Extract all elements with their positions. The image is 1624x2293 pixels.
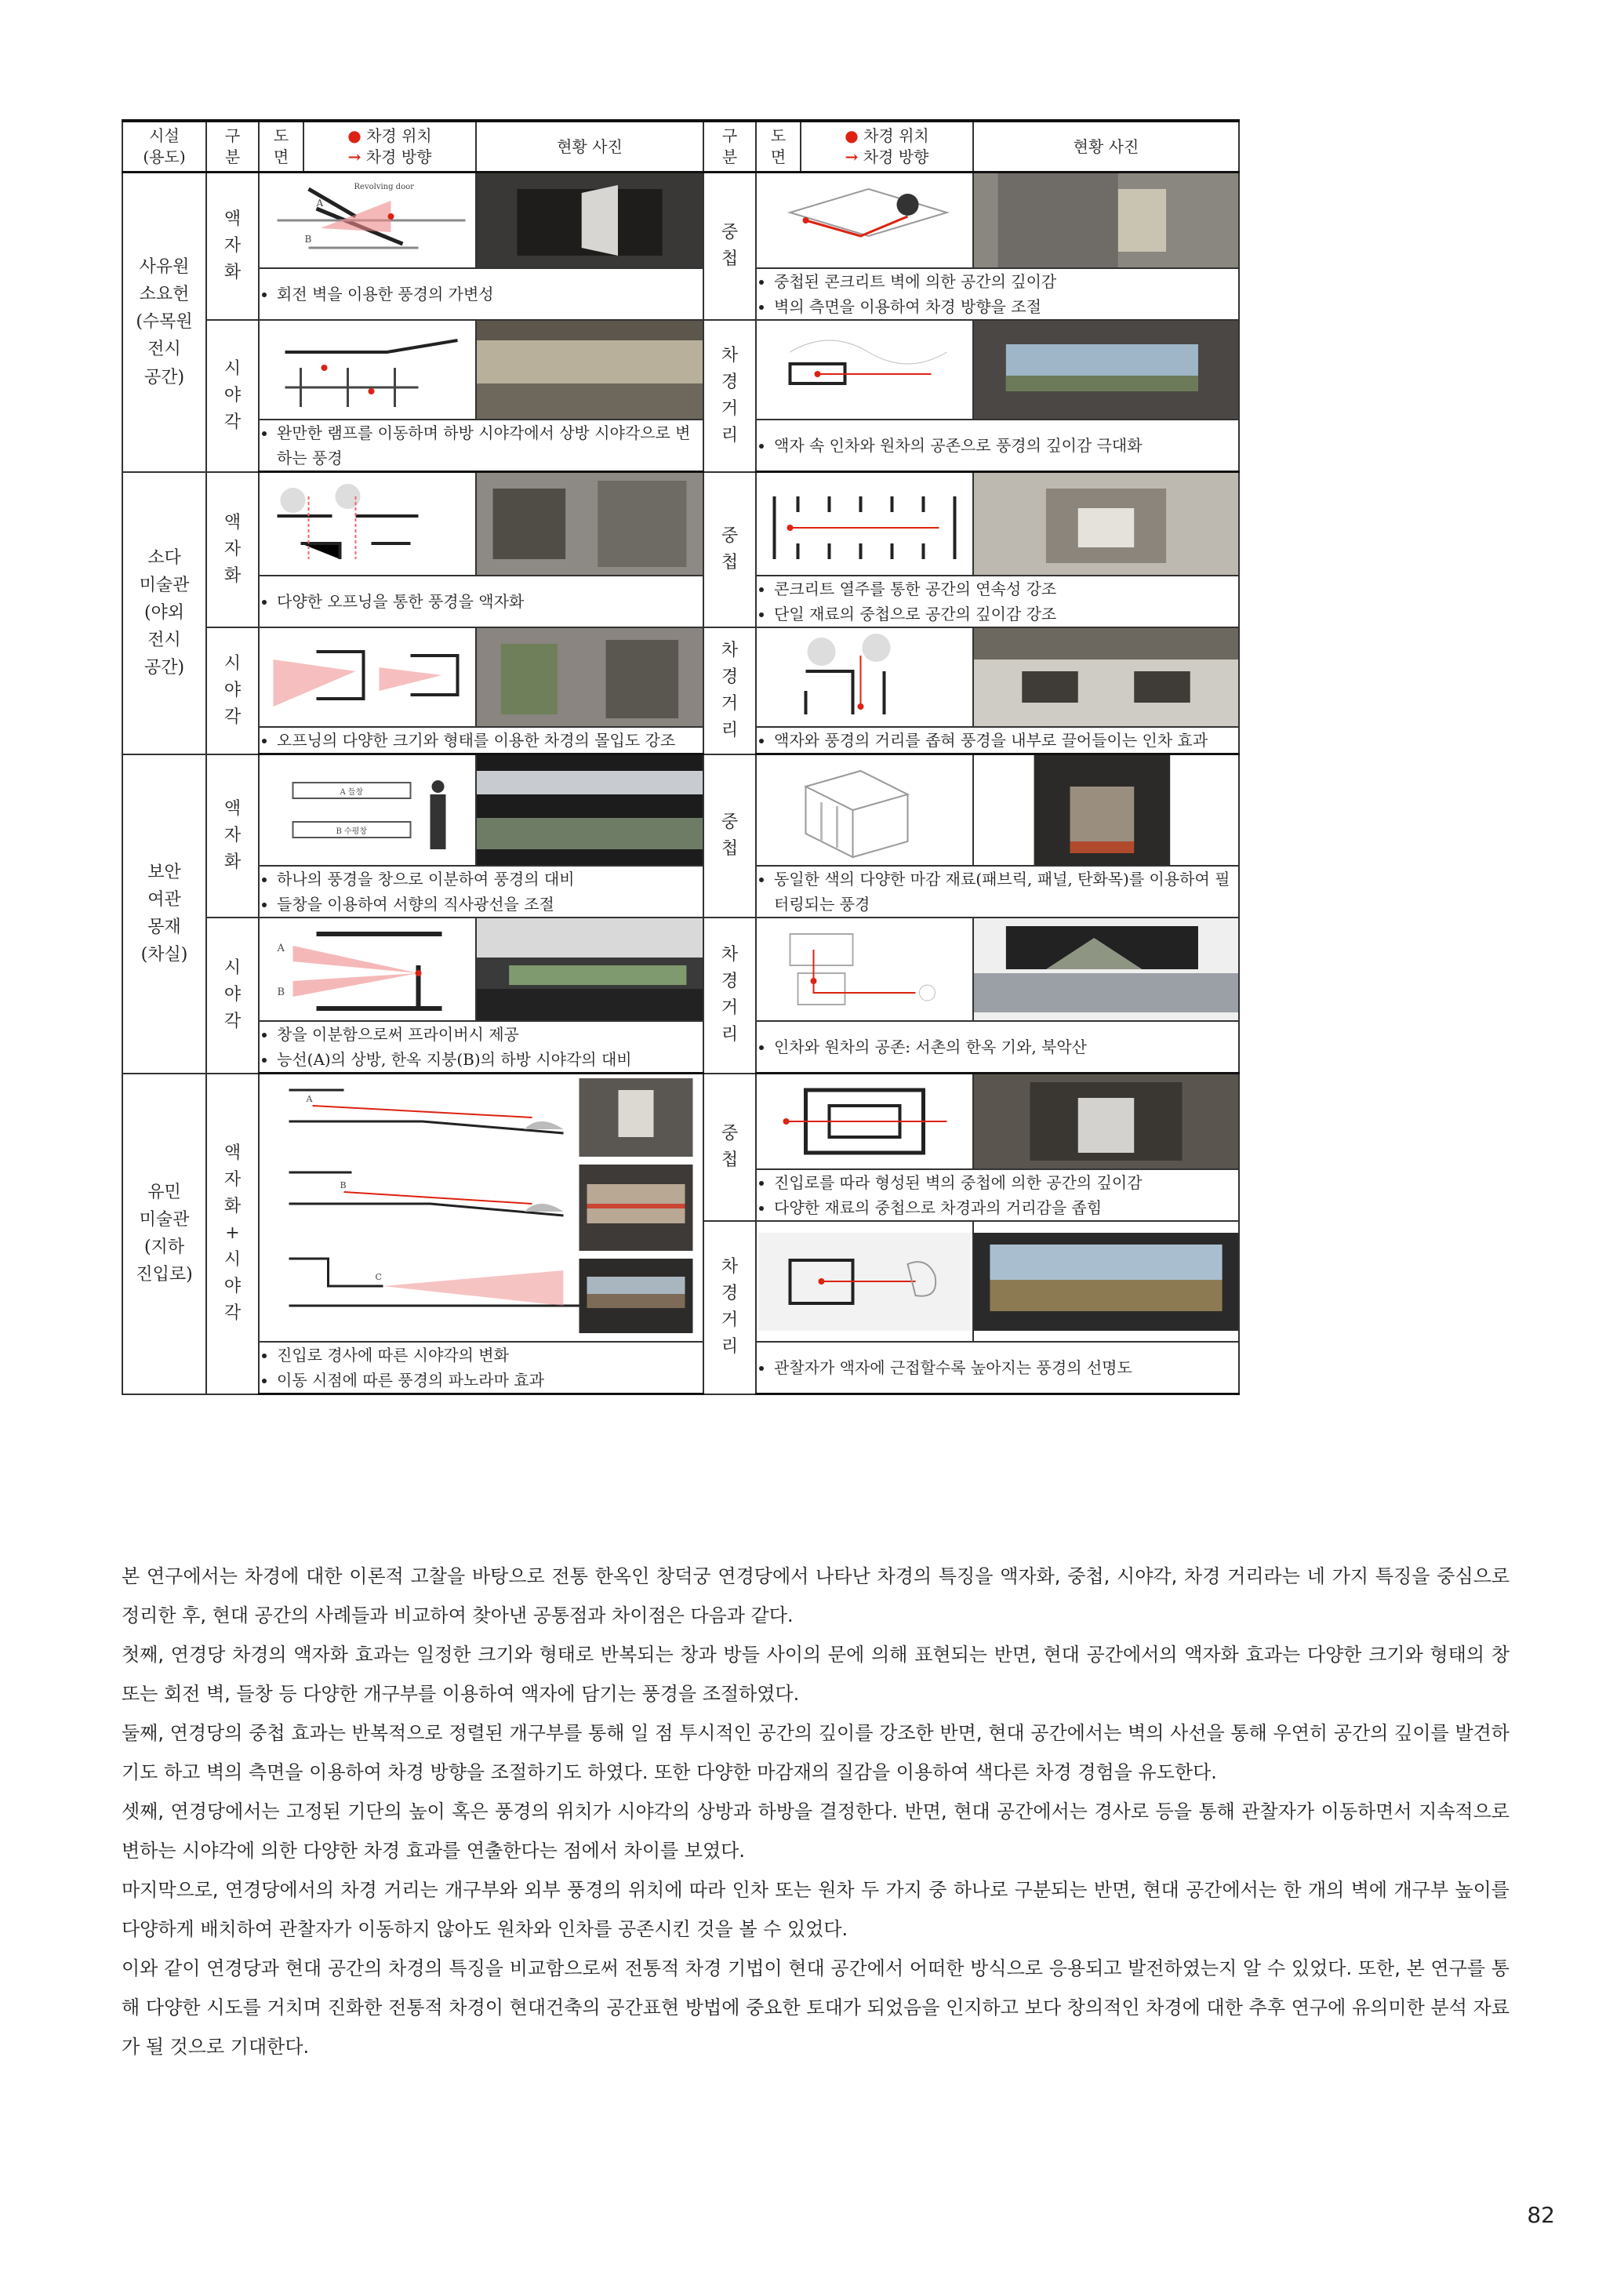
svg-text:A: A <box>277 943 285 954</box>
type-cell: 중 첩 <box>703 754 756 918</box>
type-cell: 중 첩 <box>703 472 756 628</box>
site-photo <box>974 1074 1238 1168</box>
desc-cell: • 액자 속 인차와 원차의 공존으로 풍경의 깊이감 극대화 <box>756 420 1239 472</box>
photo-cell <box>973 754 1239 867</box>
axon-diagram <box>757 755 972 865</box>
svg-text:B: B <box>277 987 285 998</box>
svg-text:B: B <box>340 1180 347 1190</box>
header-facility: 시설 (용도) <box>122 121 206 173</box>
diagram-cell <box>259 627 476 727</box>
section-sequence-diagram <box>260 1074 703 1341</box>
plan-diagram <box>757 1233 972 1331</box>
type-cell: 액 자 화 <box>206 173 259 321</box>
comparison-table <box>122 119 1240 1395</box>
diagram-cell <box>259 320 476 420</box>
type-cell: 액 자 화 + 시 야 각 <box>206 1074 259 1394</box>
diagram-cell <box>756 1221 973 1342</box>
site-photo <box>974 918 1238 1020</box>
header-domyeon: 도 면 <box>259 121 303 173</box>
photo-cell <box>476 918 703 1021</box>
paragraph: 셋째, 연경당에서는 고정된 기단의 높이 혹은 풍경의 위치가 시야각의 상방과 하방을 결정한다. 반면, 현대 공간에서는 경사로 등을 통해 관찰자가 이동하면서 지속적으로 변하는 시야각에 의한 다양한 차경 효과를 연출한다는 점에서 차이를 보였다. <box>122 1801 1510 1862</box>
site-photo <box>477 755 703 865</box>
table-row <box>122 576 1239 627</box>
desc-cell: • 인차와 원차의 공존: 서촌의 한옥 기와, 북악산 <box>756 1021 1239 1074</box>
type-cell: 액 자 화 <box>206 754 259 918</box>
photo-cell <box>476 173 703 269</box>
photo-cell <box>973 472 1239 576</box>
page-number: 82 <box>1527 2202 1555 2228</box>
red-dot-icon: ● <box>347 126 361 145</box>
svg-text:C: C <box>375 1272 382 1282</box>
site-photo <box>974 1233 1238 1331</box>
diagram-cell <box>756 754 973 867</box>
photo-cell <box>973 918 1239 1021</box>
plan-diagram <box>757 918 972 1020</box>
table-row <box>122 268 1239 320</box>
plan-diagram <box>757 1074 972 1168</box>
desc-cell: • 창을 이분함으로써 프라이버시 제공 • 능선(A)의 상방, 한옥 지붕(B)의 하방 시야각의 대비 <box>259 1021 703 1074</box>
table-row <box>122 727 1239 754</box>
header-gubun-2: 구 분 <box>703 121 756 173</box>
svg-text:A 들창: A 들창 <box>340 788 364 797</box>
photo-cell <box>973 173 1239 269</box>
diagram-cell <box>259 1074 703 1343</box>
svg-text:A: A <box>316 198 324 209</box>
desc-cell: • 회전 벽을 이용한 풍경의 가변성 <box>259 268 703 320</box>
table-row <box>122 1074 1239 1170</box>
plan-diagram <box>757 321 972 419</box>
diagram-cell <box>259 754 476 867</box>
red-dot-icon: ● <box>845 126 859 145</box>
photo-cell <box>973 1221 1239 1342</box>
table-row <box>122 173 1239 269</box>
desc-cell: • 완만한 램프를 이동하며 하방 시야각에서 상방 시야각으로 변하는 풍경 <box>259 420 703 472</box>
header-domyeon-2: 도 면 <box>756 121 801 173</box>
facility-cell: 소다 미술관 (야외 전시 공간) <box>122 472 206 754</box>
axon-diagram <box>757 173 972 267</box>
svg-text:B 수평창: B 수평창 <box>336 827 368 836</box>
diagram-cell <box>259 173 476 269</box>
diagram-cell <box>756 627 973 727</box>
red-arrow-icon: → <box>845 147 859 166</box>
facility-cell: 사유원 소요헌 (수목원 전시 공간) <box>122 173 206 472</box>
facility-cell: 보안 여관 몽재 (차실) <box>122 754 206 1074</box>
section-diagram <box>260 321 475 419</box>
type-cell: 차 경 거 리 <box>703 627 756 754</box>
section-diagram <box>260 918 475 1020</box>
diagram-cell <box>259 918 476 1021</box>
type-cell: 차 경 거 리 <box>703 1221 756 1394</box>
diagram-cell <box>259 472 476 576</box>
type-cell: 차 경 거 리 <box>703 918 756 1074</box>
plan-diagram <box>757 473 972 575</box>
paragraph: 이와 같이 연경당과 현대 공간의 차경의 특징을 비교함으로써 전통적 차경 기법이 현대 공간에서 어떠한 방식으로 응용되고 발전하였는지 알 수 있었다. 또한, 본 연구를 통해 다양한 시도를 거치며 진화한 전통적 차경이 현대건축의 공간표현 방법에 중요한 토대가 되었음을 인지하고 보다 창의적인 차경에 대한 추후 연구에 유의미한 분석 자료가 될 것으로 기대한다. <box>122 1957 1510 2058</box>
facility-cell: 유민 미술관 (지하 진입로) <box>122 1074 206 1394</box>
diagram-cell <box>756 320 973 420</box>
header-legend-2: ● 차경 위치 → 차경 방향 <box>801 121 973 173</box>
desc-cell: • 중첩된 콘크리트 벽에 의한 공간의 깊이감 • 벽의 측면을 이용하여 차경 방향을 조절 <box>756 268 1239 320</box>
paragraph: 마지막으로, 연경당에서의 차경 거리는 개구부와 외부 풍경의 위치에 따라 인차 또는 원차 두 가지 중 하나로 구분되는 반면, 현대 공간에서는 한 개의 벽에 개구부 높이를 다양하게 배치하여 관찰자가 이동하지 않아도 원차와 인차를 공존시킨 것을 볼 수 있었다. <box>122 1879 1510 1940</box>
paragraph: 첫째, 연경당 차경의 액자화 효과는 일정한 크기와 형태로 반복되는 창과 방들 사이의 문에 의해 표현되는 반면, 현대 공간에서의 액자화 효과는 다양한 크기와 형태의 창 또는 회전 벽, 들창 등 다양한 개구부를 이용하여 액자에 담기는 풍경을 조절하였다. <box>122 1644 1510 1705</box>
photo-cell <box>973 320 1239 420</box>
table-row <box>122 320 1239 420</box>
plan-diagram <box>260 628 475 726</box>
photo-cell <box>476 754 703 867</box>
red-arrow-icon: → <box>347 147 361 166</box>
svg-text:Revolving door: Revolving door <box>354 183 414 191</box>
site-photo <box>974 755 1238 865</box>
paragraph: 본 연구에서는 차경에 대한 이론적 고찰을 바탕으로 전통 한옥인 창덕궁 연경당에서 나타난 차경의 특징을 액자화, 중첩, 시야각, 차경 거리라는 네 가지 특징을 중심으로 정리한 후, 현대 공간의 사례들과 비교하여 찾아낸 공통점과 차이점은 다음과 같다. <box>122 1565 1510 1626</box>
table-row <box>122 918 1239 1021</box>
photo-cell <box>476 320 703 420</box>
desc-cell: • 액자와 풍경의 거리를 좁혀 풍경을 내부로 끌어들이는 인차 효과 <box>756 727 1239 754</box>
plan-diagram <box>260 173 475 267</box>
table-row <box>122 1021 1239 1074</box>
plan-diagram <box>260 473 475 575</box>
photo-cell <box>476 472 703 576</box>
desc-cell: • 오프닝의 다양한 크기와 형태를 이용한 차경의 몰입도 강조 <box>259 727 703 754</box>
site-photo <box>477 918 703 1020</box>
type-cell: 중 첩 <box>703 173 756 321</box>
desc-cell: • 진입로 경사에 따른 시야각의 변화 • 이동 시점에 따른 풍경의 파노라마 효과 <box>259 1342 703 1394</box>
desc-cell: • 다양한 오프닝을 통한 풍경을 액자화 <box>259 576 703 627</box>
table-row <box>122 1342 1239 1394</box>
body-text <box>122 1557 1510 2066</box>
header-photo: 현황 사진 <box>476 121 703 173</box>
svg-text:A: A <box>306 1094 313 1104</box>
site-photo <box>974 321 1238 419</box>
type-cell: 시 야 각 <box>206 320 259 472</box>
site-photo <box>974 173 1238 267</box>
table-row <box>122 420 1239 472</box>
table-row <box>122 866 1239 918</box>
photo-cell <box>973 1074 1239 1170</box>
diagram-cell <box>756 472 973 576</box>
desc-cell: • 관찰자가 액자에 근접할수록 높아지는 풍경의 선명도 <box>756 1342 1239 1394</box>
desc-cell: • 동일한 색의 다양한 마감 재료(패브릭, 패널, 탄화목)를 이용하여 필터링되는 풍경 <box>756 866 1239 918</box>
site-photo <box>974 473 1238 575</box>
site-photo <box>477 628 703 726</box>
site-photo <box>477 473 703 575</box>
desc-cell: • 진입로를 따라 형성된 벽의 중첩에 의한 공간의 깊이감 • 다양한 재료의 중첩으로 차경과의 거리감을 좁힘 <box>756 1169 1239 1221</box>
diagram-cell <box>756 1074 973 1170</box>
paragraph: 둘째, 연경당의 중첩 효과는 반복적으로 정렬된 개구부를 통해 일 점 투시적인 공간의 깊이를 강조한 반면, 현대 공간에서는 벽의 사선을 통해 우연히 공간의 깊이를 발견하기도 하고 벽의 측면을 이용하여 차경 방향을 조절하기도 하였다. 또한 다양한 마감재의 질감을 이용하여 색다른 차경 경험을 유도한다. <box>122 1722 1510 1783</box>
desc-cell: • 콘크리트 열주를 통한 공간의 연속성 강조 • 단일 재료의 중첩으로 공간의 깊이감 강조 <box>756 576 1239 627</box>
photo-cell <box>973 627 1239 727</box>
type-cell: 시 야 각 <box>206 918 259 1074</box>
header-photo-2: 현황 사진 <box>973 121 1239 173</box>
table-row <box>122 627 1239 727</box>
table-row <box>122 472 1239 576</box>
site-photo <box>974 628 1238 726</box>
elevation-diagram <box>260 755 475 865</box>
table-header-row <box>122 121 1239 173</box>
diagram-cell <box>756 918 973 1021</box>
type-cell: 액 자 화 <box>206 472 259 628</box>
site-photo <box>477 321 703 419</box>
table-row <box>122 754 1239 867</box>
header-legend: ● 차경 위치 → 차경 방향 <box>303 121 476 173</box>
plan-diagram <box>757 628 972 726</box>
desc-cell: • 하나의 풍경을 창으로 이분하여 풍경의 대비 • 들창을 이용하여 서향의 직사광선을 조절 <box>259 866 703 918</box>
type-cell: 차 경 거 리 <box>703 320 756 472</box>
header-gubun: 구 분 <box>206 121 259 173</box>
photo-cell <box>476 627 703 727</box>
site-photo <box>477 173 703 267</box>
diagram-cell <box>756 173 973 269</box>
type-cell: 중 첩 <box>703 1074 756 1222</box>
type-cell: 시 야 각 <box>206 627 259 754</box>
svg-text:B: B <box>304 234 312 245</box>
